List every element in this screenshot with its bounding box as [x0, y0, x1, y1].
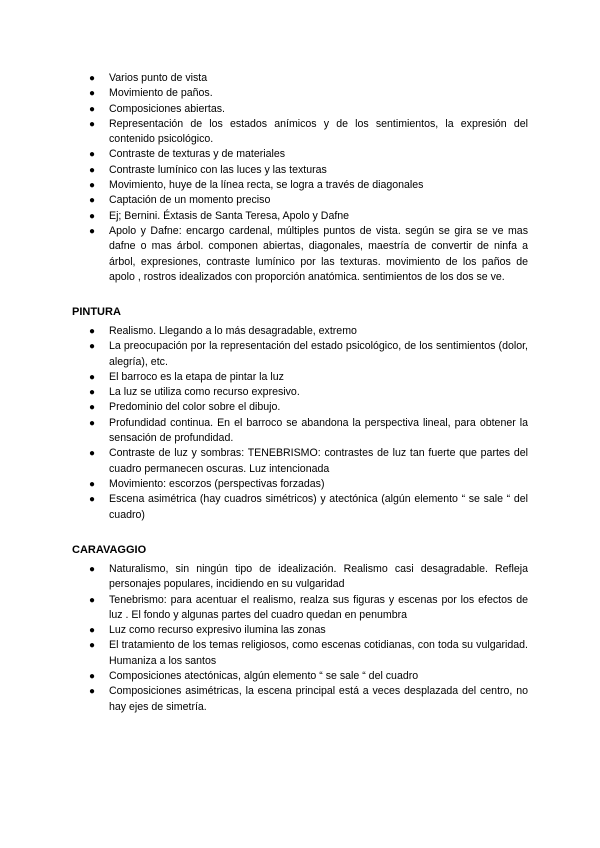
- bullet-list-caravaggio: [72, 562, 528, 715]
- list-item: ● Composiciones asimétricas, la escena principal está a veces desplazada del centro, no hay ejes de simetría.: [89, 685, 528, 713]
- bullet-icon: ●: [89, 225, 96, 237]
- list-item: ● La luz se utiliza como recurso expresivo.: [72, 385, 528, 400]
- bullet-icon: ●: [89, 118, 96, 130]
- bullet-icon: ●: [89, 564, 96, 575]
- list-item: ● Predominio del color sobre el dibujo.: [72, 400, 528, 415]
- bullet-icon: ●: [89, 671, 96, 683]
- section-heading-caravaggio: CARAVAGGIO: [72, 544, 147, 556]
- list-item: ● Escena asimétrica (hay cuadros simétricos) y atectónica (algún elemento “ se sale “ del cuadro): [89, 493, 528, 521]
- list-item: ● Ej; Bernini. Éxtasis de Santa Teresa, Apolo y Dafne: [72, 209, 528, 224]
- bullet-icon: ●: [89, 371, 96, 383]
- list-item: ● Varios punto de vista: [72, 71, 528, 86]
- bullet-icon: ●: [89, 73, 96, 84]
- list-item: ● Contraste de luz y sombras: TENEBRISMO: contrastes de luz tan fuerte que partes del cuadro permanecen oscuras. Luz intencionada: [89, 447, 528, 475]
- list-item: ● Luz como recurso expresivo ilumina las zonas: [72, 623, 528, 638]
- section-heading-pintura: PINTURA: [72, 306, 121, 318]
- list-item: ● Realismo. Llegando a lo más desagradable, extremo: [72, 324, 528, 339]
- list-item: ● La preocupación por la representación del estado psicológico, de los sentimientos (dolor, alegría), etc.: [89, 340, 528, 368]
- list-item: ● Captación de un momento preciso: [72, 193, 528, 208]
- bullet-icon: ●: [89, 478, 96, 490]
- list-item: ● Contraste de texturas y de materiales: [72, 147, 528, 162]
- bullet-icon: ●: [89, 625, 96, 637]
- bullet-icon: ●: [89, 164, 96, 176]
- list-item: ● Naturalismo, sin ningún tipo de idealización. Realismo casi desagradable. Refleja personajes populares, incidiendo en su vulgaridad: [89, 563, 528, 591]
- bullet-icon: ●: [89, 402, 96, 414]
- bullet-icon: ●: [89, 494, 96, 506]
- list-item: ● El barroco es la etapa de pintar la luz: [72, 370, 528, 385]
- bullet-icon: ●: [89, 149, 96, 161]
- list-item: ● Movimiento: escorzos (perspectivas forzadas): [72, 477, 528, 492]
- bullet-icon: ●: [89, 180, 96, 192]
- list-item: ● Contraste lumínico con las luces y las texturas: [72, 163, 528, 178]
- bullet-icon: ●: [89, 326, 96, 337]
- list-item: ● Movimiento de paños.: [72, 86, 528, 101]
- bullet-icon: ●: [89, 195, 96, 207]
- list-item: ● Tenebrismo: para acentuar el realismo, realza sus figuras y escenas por los efectos de luz . El fondo y algunas partes del cuadro quedan en penumbra: [89, 593, 528, 621]
- list-item: ● Composiciones abiertas.: [72, 102, 528, 117]
- list-item: ● Movimiento, huye de la línea recta, se logra a través de diagonales: [72, 178, 528, 193]
- bullet-icon: ●: [89, 88, 96, 100]
- bullet-icon: ●: [89, 448, 96, 460]
- bullet-icon: ●: [89, 686, 96, 698]
- bullet-icon: ●: [89, 210, 96, 222]
- bullet-icon: ●: [89, 640, 96, 652]
- bullet-icon: ●: [89, 417, 96, 429]
- list-item: ● Representación de los estados anímicos y de los sentimientos, la expresión del contenido psicológico.: [89, 117, 528, 146]
- list-item: ● Composiciones atectónicas, algún elemento “ se sale “ del cuadro: [72, 669, 528, 684]
- bullet-icon: ●: [89, 387, 96, 399]
- bullet-icon: ●: [89, 341, 96, 353]
- list-item: ● Apolo y Dafne: encargo cardenal, múltiples puntos de vista. según se gira se ve mas dafne o mas árbol. componen abiertas, diagonales, maestría de convertir de ninfa a árbol, expresiones, contraste lumínico por las texturas. movimiento de los paños de apolo , rostros idealizados con proporción anatómica. sentimientos de los dos se ve.: [89, 224, 528, 283]
- bullet-icon: ●: [89, 103, 96, 115]
- list-item: ● Profundidad continua. En el barroco se abandona la perspectiva lineal, para obtener la sensación de profundidad.: [89, 416, 528, 445]
- list-item: ● El tratamiento de los temas religiosos, como escenas cotidianas, con toda su vulgaridad. Humaniza a los santos: [89, 639, 528, 667]
- bullet-icon: ●: [89, 594, 96, 606]
- bullet-list-escultura: [72, 71, 528, 285]
- bullet-list-pintura: [72, 324, 528, 523]
